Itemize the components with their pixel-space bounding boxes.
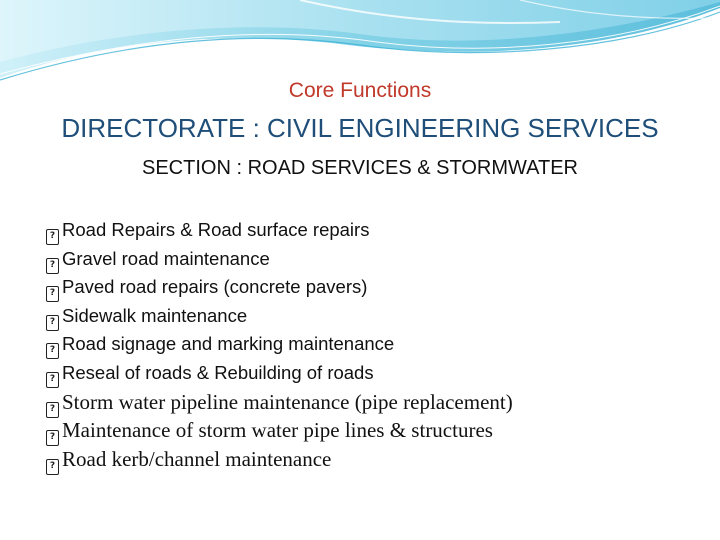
bullet-icon: ? — [46, 258, 59, 274]
bullet-icon: ? — [46, 459, 59, 475]
bullet-text: Road signage and marking maintenance — [62, 333, 395, 355]
slide-subtitle: SECTION : ROAD SERVICES & STORMWATER — [142, 157, 578, 179]
slide-title: DIRECTORATE : CIVIL ENGINEERING SERVICES — [61, 113, 659, 143]
bullet-icon: ? — [46, 402, 59, 418]
bullet-text: Gravel road maintenance — [62, 247, 270, 269]
bullet-icon: ? — [46, 430, 59, 446]
bullet-item — [46, 330, 706, 359]
bullet-icon: ? — [46, 343, 59, 359]
bullet-text: Sidewalk maintenance — [62, 304, 248, 326]
bullet-icon: ? — [46, 372, 59, 388]
bullet-icon: ? — [46, 315, 59, 331]
bullet-item — [46, 359, 706, 388]
bullet-icon: ? — [46, 229, 59, 245]
bullet-item — [46, 216, 706, 245]
bullet-list — [46, 216, 706, 473]
slide-kicker: Core Functions — [288, 79, 432, 102]
bullet-icon: ? — [46, 286, 59, 302]
bullet-item — [46, 245, 706, 274]
bullet-text: Storm water pipeline maintenance (pipe replacement) — [62, 389, 513, 414]
bullet-item — [46, 273, 706, 302]
bullet-text: Paved road repairs (concrete pavers) — [62, 276, 368, 298]
bullet-item — [46, 302, 706, 331]
header-wave-decoration — [0, 0, 720, 90]
bullet-item — [46, 445, 706, 474]
bullet-item — [46, 388, 706, 417]
bullet-text: Maintenance of storm water pipe lines & structures — [62, 418, 493, 443]
bullet-item — [46, 416, 706, 445]
bullet-text: Reseal of roads & Rebuilding of roads — [62, 361, 374, 383]
bullet-text: Road kerb/channel maintenance — [62, 446, 332, 471]
bullet-text: Road Repairs & Road surface repairs — [62, 219, 370, 240]
